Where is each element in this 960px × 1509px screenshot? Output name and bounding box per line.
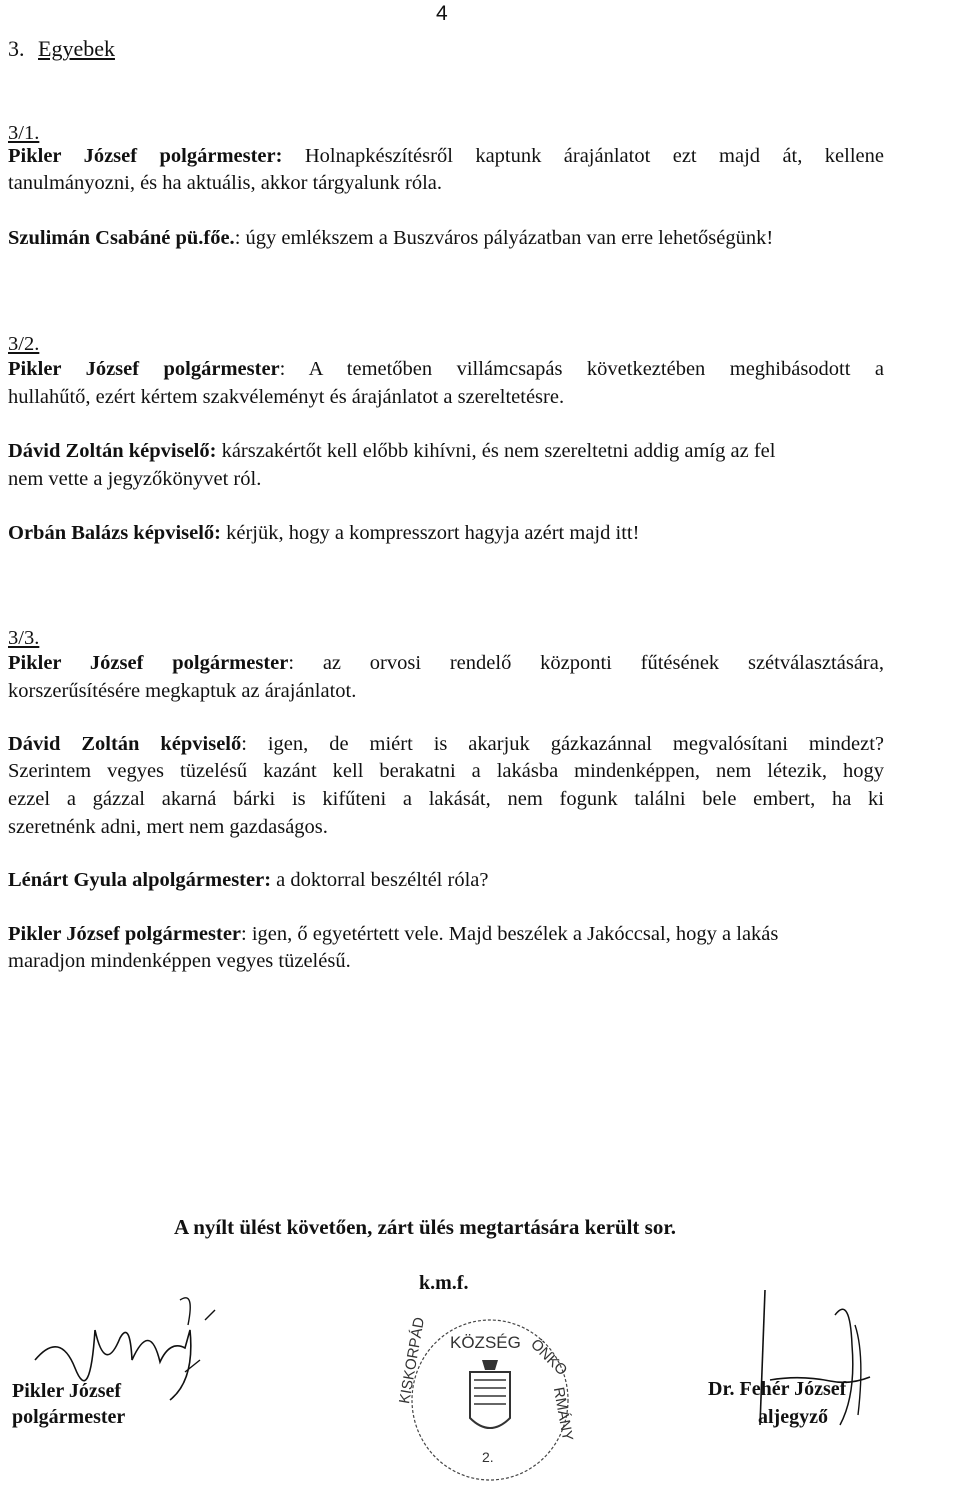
left-signer-name: Pikler József <box>12 1380 122 1402</box>
svg-text:KÖZSÉG: KÖZSÉG <box>450 1333 521 1352</box>
paragraph-text: : igen, ő egyetértett vele. Majd beszélek a Jakóccsal, hogy a lakás <box>241 923 779 945</box>
paragraph-line <box>8 923 778 946</box>
stamp-number: 2. <box>482 1449 494 1465</box>
paragraph-line <box>8 652 884 675</box>
paragraph-text: kárszakértőt kell előbb kihívni, és nem szereltetni addig amíg az fel <box>216 440 776 462</box>
speaker: Orbán Balázs képviselő: <box>8 522 221 544</box>
paragraph-line: nem vette a jegyzőkönyvet ról. <box>8 468 262 490</box>
paragraph-line <box>8 227 773 250</box>
paragraph-text: Holnapkészítésről kaptunk árajánlatot ezt majd át, kellene <box>282 145 884 167</box>
paragraph-line: ezzel a gázzal akarná bárki is kifűteni a lakását, nem fogunk találni bele embert, ha ki <box>8 788 884 810</box>
official-stamp <box>396 1310 576 1465</box>
left-signature-scribble <box>20 1290 21 1291</box>
svg-text:ÖNKO: ÖNKO <box>527 1335 571 1380</box>
speaker: Pikler József polgármester <box>8 358 280 380</box>
paragraph-line: Szerintem vegyes tüzelésű kazánt kell berakatni a lakásba mindenképpen, nem létezik, hogy <box>8 760 884 782</box>
paragraph-text: : A temetőben villámcsapás következtében meghibásodott a <box>279 358 884 380</box>
svg-text:KISKORPÁD: KISKORPÁD <box>396 1315 429 1406</box>
paragraph-line <box>8 358 884 381</box>
paragraph-line: korszerűsítésére megkaptuk az árajánlatot. <box>8 680 357 702</box>
paragraph-text: : úgy emlékszem a Buszváros pályázatban van erre lehetőségünk! <box>234 227 774 249</box>
right-signer-title: aljegyző <box>758 1406 828 1428</box>
paragraph-line <box>8 869 488 892</box>
speaker: Lénárt Gyula alpolgármester: <box>8 869 272 891</box>
page-number: 4 <box>436 2 448 25</box>
speaker: Szulimán Csabáné pü.főe. <box>8 227 235 249</box>
section-number: 3. <box>8 36 25 61</box>
paragraph-line: szeretnénk adni, mert nem gazdaságos. <box>8 816 328 838</box>
paragraph-text: : igen, de miért is akarjuk gázkazánnal megvalósítani mindezt? <box>241 733 884 755</box>
paragraph-line: hullahűtő, ezért kértem szakvéleményt és árajánlatot a szereltetésre. <box>8 386 565 408</box>
closing-statement: A nyílt ülést követően, zárt ülés megtartására került sor. <box>174 1215 676 1239</box>
section-title <box>8 36 115 62</box>
speaker: Pikler József polgármester <box>8 652 289 674</box>
paragraph-text: : az orvosi rendelő központi fűtésének szétválasztására, <box>288 652 884 674</box>
item-heading: 3/1. <box>8 122 40 144</box>
item-heading: 3/3. <box>8 627 40 649</box>
svg-text:RMÁNY: RMÁNY <box>549 1385 576 1443</box>
speaker: Pikler József polgármester: <box>8 145 283 167</box>
paragraph-line <box>8 440 775 463</box>
section-title-text: Egyebek <box>38 36 115 61</box>
paragraph-line: tanulmányozni, és ha aktuális, akkor tárgyalunk róla. <box>8 172 442 194</box>
paragraph-line <box>8 522 639 545</box>
speaker: Dávid Zoltán képviselő: <box>8 440 217 462</box>
right-signer-name: Dr. Fehér József <box>708 1378 847 1400</box>
paragraph-line: maradjon mindenképpen vegyes tüzelésű. <box>8 950 351 972</box>
paragraph-text: a doktorral beszéltél róla? <box>271 869 489 891</box>
speaker: Dávid Zoltán képviselő <box>8 733 242 755</box>
right-signature-scribble <box>740 1285 741 1286</box>
kmf-label: k.m.f. <box>419 1272 469 1294</box>
paragraph-text: kérjük, hogy a kompresszort hagyja azért majd itt! <box>221 522 640 544</box>
speaker: Pikler József polgármester <box>8 923 242 945</box>
left-signer-title: polgármester <box>12 1406 126 1428</box>
paragraph-line <box>8 145 884 168</box>
item-heading: 3/2. <box>8 333 40 355</box>
paragraph-line <box>8 733 884 756</box>
